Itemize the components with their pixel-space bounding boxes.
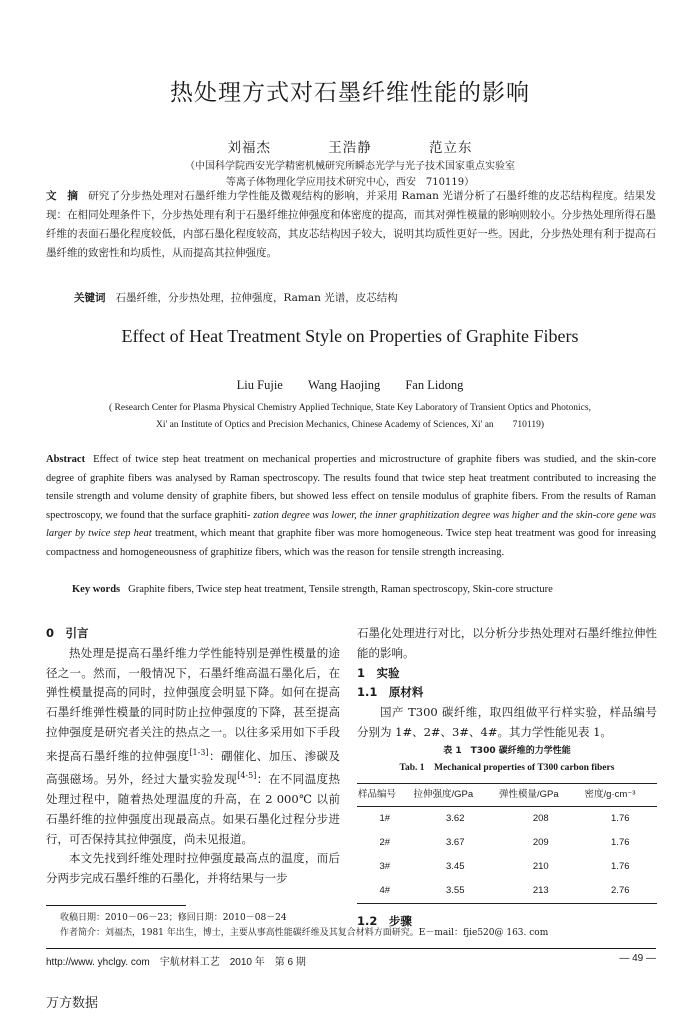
- properties-table: [357, 783, 657, 904]
- table-cell: 1.76: [611, 812, 630, 824]
- author-cn-3: 范立东: [429, 140, 473, 156]
- table-cell: 1.76: [611, 836, 630, 848]
- table-cell: 210: [532, 860, 549, 872]
- abstract-en-label: Abstract: [46, 454, 86, 465]
- table-row: [357, 806, 657, 831]
- table-cell: 3.55: [446, 884, 465, 896]
- paper-title-cn: 热处理方式对石墨纤维性能的影响: [170, 80, 530, 106]
- intro-p1-part-c: ：在不同温度热处理过程中，随着热处理温度的升高，在 2 000℃ 以前石墨纤维的拉伸强度出现最高点。如果石墨化过程分步进行，可否保持其拉伸强度，尚未见报道。: [46, 772, 341, 846]
- table-row: [357, 855, 657, 879]
- table-header-cell: 样品编号: [358, 788, 397, 800]
- table-header-cell: 弹性模量/GPa: [499, 788, 559, 800]
- affiliation-en-line1: ( Research Center for Plasma Physical Chemistry Applied Technique, State Key Laboratory of Transient Optics and Photonics,: [109, 403, 591, 413]
- affiliation-en: [0, 400, 700, 434]
- keywords-en: [72, 581, 662, 600]
- section-1-heading: 1 实验: [357, 665, 400, 680]
- ref-1-3: [1-3]: [189, 747, 209, 757]
- table-cell: 3#: [379, 860, 391, 872]
- table-header-cell: 拉伸强度/GPa: [413, 788, 474, 800]
- intro-paragraph-2: 本文先找到纤维处理时拉伸强度最高点的温度，而后分两步完成石墨纤维的石墨化，并将结果与一步: [46, 851, 340, 886]
- author-en-2: Wang Haojing: [307, 378, 381, 392]
- author-en-3: Fan Lidong: [405, 378, 464, 392]
- author-cn-2: 王浩静: [328, 140, 372, 156]
- table-caption-cn: 表 1 T300 碳纤维的力学性能: [443, 745, 571, 756]
- table-cell: 208: [532, 812, 549, 824]
- table-cell: 213: [532, 884, 549, 896]
- table-row: [357, 831, 657, 855]
- affiliation-cn-line1: （中国科学院西安光学精密机械研究所瞬态光学与光子技术国家重点实验室: [185, 161, 515, 172]
- table-cell: 209: [532, 836, 549, 848]
- section-1-2-heading: 1.2 步骤: [357, 913, 412, 928]
- table-row: [357, 879, 657, 904]
- right-col-continuation: 石墨化处理进行对比，以分析分步热处理对石墨纤维拉伸性能的影响。: [357, 626, 657, 660]
- authors-en: [0, 378, 700, 393]
- keywords-cn: [74, 289, 634, 308]
- intro-p1-part-b: ：硼催化、加压、渗碳及高强磁场。另外，经过大量实验发现: [46, 748, 341, 787]
- abstract-en-text-a: Effect of twice step heat treatment on mechanical properties and microstructure of graphite fibers was studied, and the skin-core degree of graphite fibers was analysed by Raman spectroscopy. The results found that twice step heat treatment contributed to increasing the tensile strength and volume density of graphite fibers, but showed less effect on tensile modulus of graphite fibers. From the results of Raman spectroscopy, we found that the surface graphiti-: [46, 454, 656, 521]
- ref-4-5: [4-5]: [237, 771, 257, 781]
- watermark: 万方数据: [46, 996, 99, 1011]
- abstract-en: [46, 451, 656, 562]
- affiliation-en-line2: Xi' an Institute of Optics and Precision Mechanics, Chinese Academy of Sciences, Xi' an 710119): [156, 420, 544, 430]
- keywords-en-label: Key words: [72, 584, 121, 595]
- table-cell: 3.45: [446, 860, 465, 872]
- intro-p1-part-a: 热处理是提高石墨纤维力学性能特别是弹性模量的途径之一。然而，一般情况下，石墨纤维高温石墨化后，在弹性模量提高的同时，拉伸强度会明显下降。如何在提高石墨纤维弹性模量的同时防止拉伸强度的下降，甚至提高拉伸强度是研究者关注的热点之一。以往多采用如下手段来提高石墨纤维的拉伸强度: [46, 645, 340, 763]
- materials-paragraph: 国产 T300 碳纤维，取四组做平行样实验，样品编号分别为 1#、2#、3#、4#。其力学性能见表 1。: [357, 705, 657, 739]
- abstract-cn-label: 文 摘: [46, 190, 79, 202]
- authors-cn: [0, 136, 700, 156]
- table-cell: 4#: [379, 884, 391, 896]
- keywords-cn-text: 石墨纤维，分步热处理，拉伸强度，Raman 光谱，皮芯结构: [115, 292, 398, 304]
- table-caption-en: Tab. 1 Mechanical properties of T300 carbon fibers: [399, 762, 615, 773]
- author-en-1: Liu Fujie: [236, 378, 283, 392]
- intro-paragraph-1: [46, 644, 340, 850]
- table-cell: 2.76: [611, 884, 630, 896]
- table-cell: 2#: [379, 836, 391, 848]
- footnote-rule: [46, 905, 186, 906]
- section-1-1-heading: 1.1 原材料: [357, 685, 424, 700]
- affiliation-cn-line2: 等离子体物理化学应用技术研究中心，西安 710119）: [225, 177, 475, 188]
- footnote: [60, 911, 660, 941]
- keywords-en-text: Graphite fibers, Twice step heat treatment, Tensile strength, Raman spectroscopy, Skin-core structure: [128, 584, 553, 595]
- author-cn-1: 刘福杰: [227, 140, 271, 156]
- left-column: [46, 624, 340, 889]
- footnote-dates: 收稿日期：2010－06－23；修回日期：2010－08－24: [60, 913, 287, 923]
- footer-rule: [46, 948, 656, 949]
- abstract-cn-text: 研究了分步热处理对石墨纤维力学性能及微观结构的影响，并采用 Raman 光谱分析了石墨纤维的皮芯结构程度。结果发现：在相同处理条件下，分步热处理有利于石墨纤维拉伸强度和体密度的提高，而其对弹性模量的影响则较小。分步热处理所得石墨纤维的表面石墨化程度较低，内部石墨化程度较高，其皮芯结构因子较大，说明其均质性更好一些。因此，分步热处理有利于提高石墨纤维的致密性和均质性，从而提高其拉伸强度。: [46, 190, 656, 259]
- table-cell: 3.67: [446, 836, 465, 848]
- page-number: — 49 —: [619, 953, 656, 964]
- keywords-cn-label: 关键词: [74, 292, 106, 304]
- running-footer-left: http://www. yhclgy. com 宇航材料工艺 2010 年 第 6 期: [46, 957, 306, 968]
- abstract-en-text-b: zation degree was lower, the inner graphitization degree was higher and the skin-core gene was larger by twice step heat: [46, 509, 657, 539]
- abstract-cn: [46, 187, 656, 263]
- footnote-author-bio: 作者简介：刘福杰，1981 年出生，博士，主要从事高性能碳纤维及其复合材料方面研究。E－mail：fjie520@ 163. com: [60, 928, 549, 938]
- table-header-row: [357, 783, 657, 806]
- paper-title-en: Effect of Heat Treatment Style on Properties of Graphite Fibers: [121, 326, 579, 346]
- abstract-en-text-c: treatment, which meant that graphite fiber was more homogeneous. Twice step heat treatment was good for inreasing compactness and homogeneousness of graphitize fibers, which was the reason for tensile strength increasing.: [46, 528, 656, 558]
- right-column: [357, 624, 657, 932]
- table-cell: 3.62: [446, 812, 465, 824]
- table-cell: 1#: [379, 812, 391, 824]
- table-header-cell: 密度/g·cm⁻³: [584, 788, 636, 800]
- section-0-heading: 0 引言: [46, 626, 89, 640]
- table-cell: 1.76: [611, 860, 630, 872]
